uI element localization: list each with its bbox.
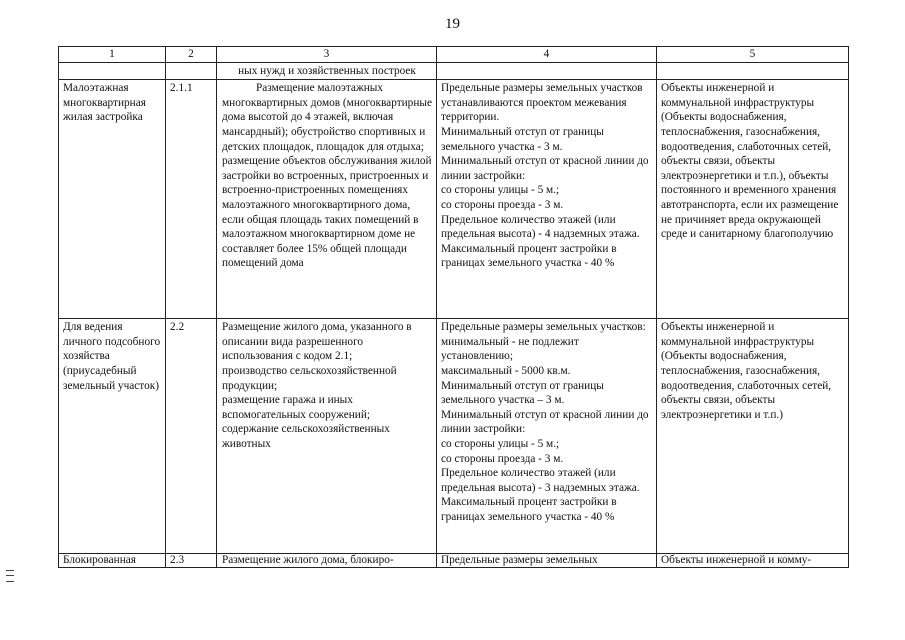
land-use-code: 2.3 bbox=[166, 554, 217, 568]
column-number-5: 5 bbox=[657, 47, 849, 63]
land-use-code: 2.1.1 bbox=[166, 80, 217, 319]
land-use-code: 2.2 bbox=[166, 319, 217, 554]
land-use-name: Малоэтажная многоквартирная жилая застройка bbox=[59, 80, 166, 319]
zoning-regulations-table bbox=[58, 46, 849, 568]
column-number-2: 2 bbox=[166, 47, 217, 63]
land-use-parameters: Предельные размеры земельных участков: минимальный - не подлежит установлению; максимальный - 5000 кв.м. Минимальный отступ от границы земельного участка – 3 м. Минимальный отступ от красной линии до линии застройки: со стороны улицы - 5 м.; со стороны проезда - 3 м. Предельное количество этажей (или предельная высота) - 3 надземных этажа. Максимальный процент застройки в границах земельного участка - 40 % bbox=[437, 319, 657, 554]
land-use-description: Размещение малоэтажных многоквартирных домов (многоквартирные дома высотой до 4 этажей, включая мансардный); обустройство спортивных и детских площадок, площадок для отдыха; размещение объектов обслуживания жилой застройки во встроенных, пристроенных и встроенно-пристроенных помещениях малоэтажного многоквартирного дома, если общая площадь таких помещений в малоэтажном многоквартирном доме не составляет более 15% общей площади помещений дома bbox=[217, 80, 437, 319]
continuation-text: ных нужд и хозяйственных построек bbox=[217, 62, 437, 80]
table-row bbox=[59, 554, 849, 568]
land-use-description: Размещение жилого дома, блокиро- bbox=[217, 554, 437, 568]
auxiliary-uses: Объекты инженерной и комму- bbox=[657, 554, 849, 568]
land-use-description: Размещение жилого дома, указанного в описании вида разрешенного использования с кодом 2.1; производство сельскохозяйственной продукции; размещение гаража и иных вспомогательных сооружений; содержание сельскохозяйственных животных bbox=[217, 319, 437, 554]
land-use-parameters: Предельные размеры земельных bbox=[437, 554, 657, 568]
continuation-row bbox=[59, 62, 849, 80]
auxiliary-uses: Объекты инженерной и коммунальной инфраструктуры (Объекты водоснабжения, теплоснабжения, газоснабжения, водоотведения, слаботочных сетей, объекты связи, объекты электроэнергетики и т.п.), объекты постоянного и временного хранения автотранспорта, если их размещение не причиняет вреда окружающей среде и санитарному благополучию bbox=[657, 80, 849, 319]
page-number: 19 bbox=[445, 16, 460, 32]
binding-margin-mark bbox=[6, 570, 14, 582]
column-number-3: 3 bbox=[217, 47, 437, 63]
table-row bbox=[59, 80, 849, 319]
land-use-name: Блокированная bbox=[59, 554, 166, 568]
auxiliary-uses: Объекты инженерной и коммунальной инфраструктуры (Объекты водоснабжения, теплоснабжения, газоснабжения, водоотведения, слаботочных сетей, объекты связи, объекты электроэнергетики и т.п.) bbox=[657, 319, 849, 554]
table-row bbox=[59, 319, 849, 554]
table-header-row bbox=[59, 47, 849, 63]
column-number-1: 1 bbox=[59, 47, 166, 63]
land-use-parameters: Предельные размеры земельных участков устанавливаются проектом межевания территории. Минимальный отступ от границы земельного участка - 3 м. Минимальный отступ от красной линии до линии застройки: со стороны улицы - 5 м.; со стороны проезда - 3 м. Предельное количество этажей (или предельная высота) - 4 надземных этажа. Максимальный процент застройки в границах земельного участка - 40 % bbox=[437, 80, 657, 319]
land-use-name: Для ведения личного подсобного хозяйства (приусадебный земельный участок) bbox=[59, 319, 166, 554]
column-number-4: 4 bbox=[437, 47, 657, 63]
